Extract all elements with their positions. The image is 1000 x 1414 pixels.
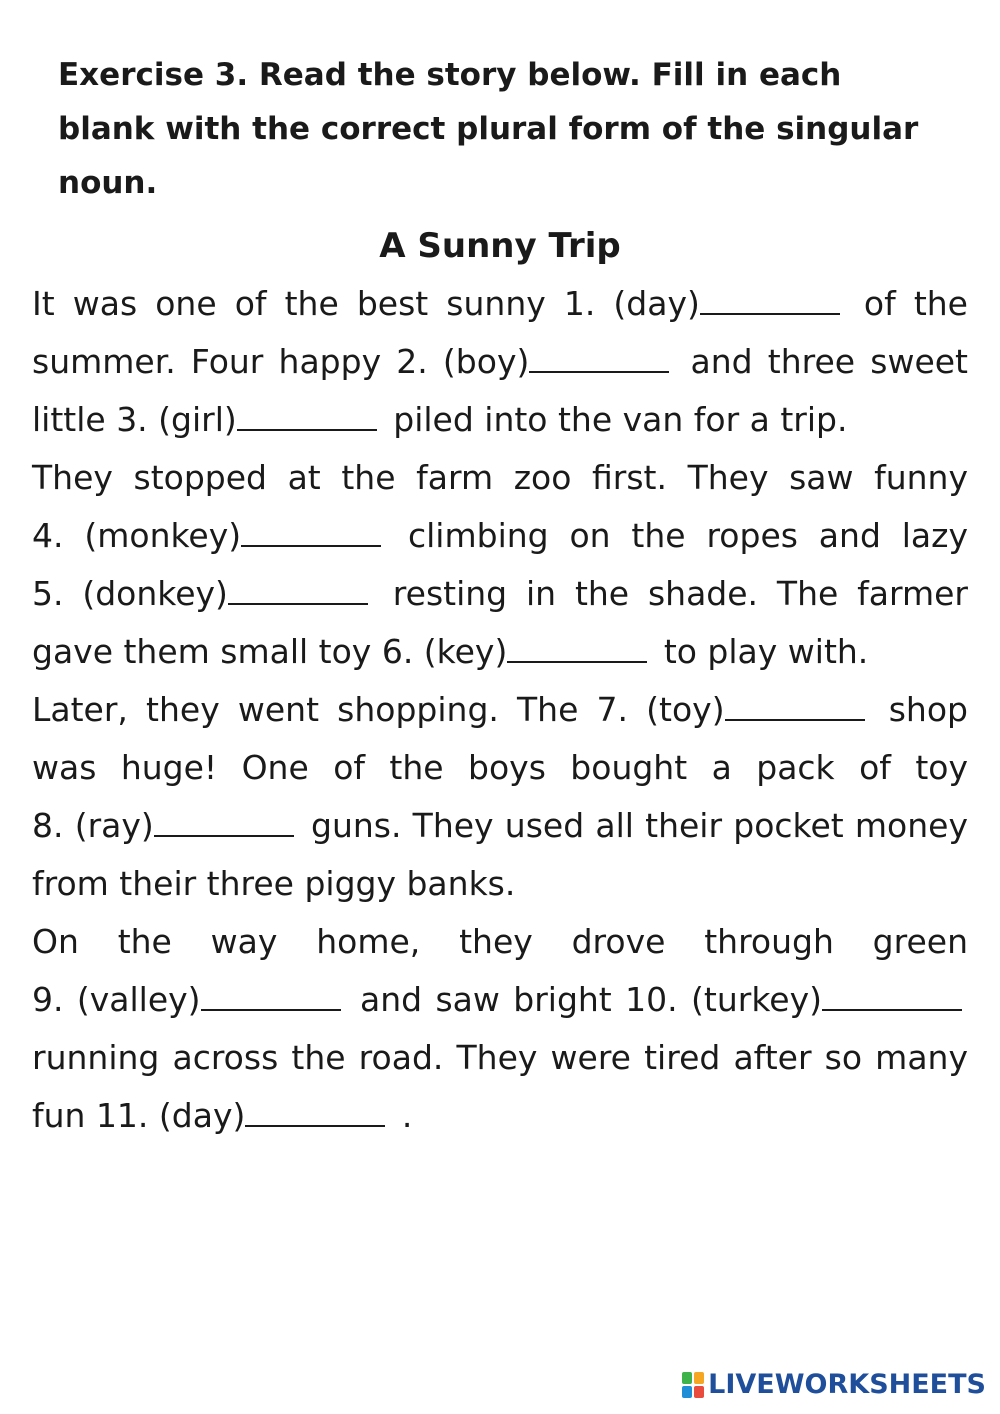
story-text: On the way home, they drove through green [32, 922, 968, 961]
story-paragraph-1 [32, 275, 968, 449]
story-text: piled into the van for a trip. [382, 400, 848, 439]
logo-square-4 [694, 1386, 704, 1398]
story-text: guns. They used all their pocket money from their three piggy banks. [32, 806, 968, 903]
blank-label-10: 10. (turkey) [625, 980, 822, 1019]
blank-label-9: 9. (valley) [32, 980, 201, 1019]
story-text: running across the road. They were tired after so many fun [32, 1038, 968, 1135]
blank-label-2: 2. (boy) [396, 342, 530, 381]
liveworksheets-logo-icon [682, 1372, 704, 1398]
story-text: and saw bright [346, 980, 626, 1019]
story-paragraph-3 [32, 681, 968, 913]
blank-label-6: 6. (key) [381, 632, 508, 671]
story-text: shop was huge! One of the boys bought a pack of toy [32, 690, 968, 787]
story-text: . [391, 1096, 413, 1135]
story-text: and three sweet little [32, 342, 968, 439]
logo-square-3 [682, 1386, 692, 1398]
exercise-instructions: Exercise 3. Read the story below. Fill in each blank with the correct plural form of the singular noun. [58, 57, 919, 201]
blank-3[interactable] [237, 399, 377, 431]
story-text: They stopped at the farm zoo first. They saw funny [32, 458, 968, 497]
story-paragraph-4 [32, 913, 968, 1145]
logo-square-2 [694, 1372, 704, 1384]
blank-9[interactable] [201, 979, 341, 1011]
story-text: to play with. [653, 632, 869, 671]
blank-7[interactable] [725, 689, 865, 721]
story-text: Later, they went shopping. The [32, 690, 597, 729]
story-text: of the summer. Four happy [32, 284, 968, 381]
blank-5[interactable] [228, 573, 368, 605]
blank-label-8: 8. (ray) [32, 806, 154, 845]
blank-label-5: 5. (donkey) [32, 574, 228, 613]
blank-label-7: 7. (toy) [596, 690, 725, 729]
story-body [32, 275, 968, 1145]
story-paragraph-2 [32, 449, 968, 681]
story-title: A Sunny Trip [379, 226, 621, 266]
blank-4[interactable] [241, 515, 381, 547]
blank-label-11: 11. (day) [95, 1096, 246, 1135]
blank-2[interactable] [529, 341, 669, 373]
logo-text: LIVEWORKSHEETS [708, 1369, 986, 1400]
blank-1[interactable] [700, 283, 840, 315]
blank-label-1: 1. (day) [563, 284, 700, 323]
blank-label-4: 4. (monkey) [32, 516, 242, 555]
story-text: It was one of the best sunny [32, 284, 564, 323]
story-text: climbing on the ropes and lazy [387, 516, 968, 555]
blank-8[interactable] [154, 805, 294, 837]
blank-10[interactable] [822, 979, 962, 1011]
story-text: resting in the shade. The farmer gave them small toy [32, 574, 969, 671]
liveworksheets-logo [682, 1369, 986, 1400]
logo-square-1 [682, 1372, 692, 1384]
blank-6[interactable] [507, 631, 647, 663]
blank-label-3: 3. (girl) [116, 400, 237, 439]
blank-11[interactable] [245, 1095, 385, 1127]
